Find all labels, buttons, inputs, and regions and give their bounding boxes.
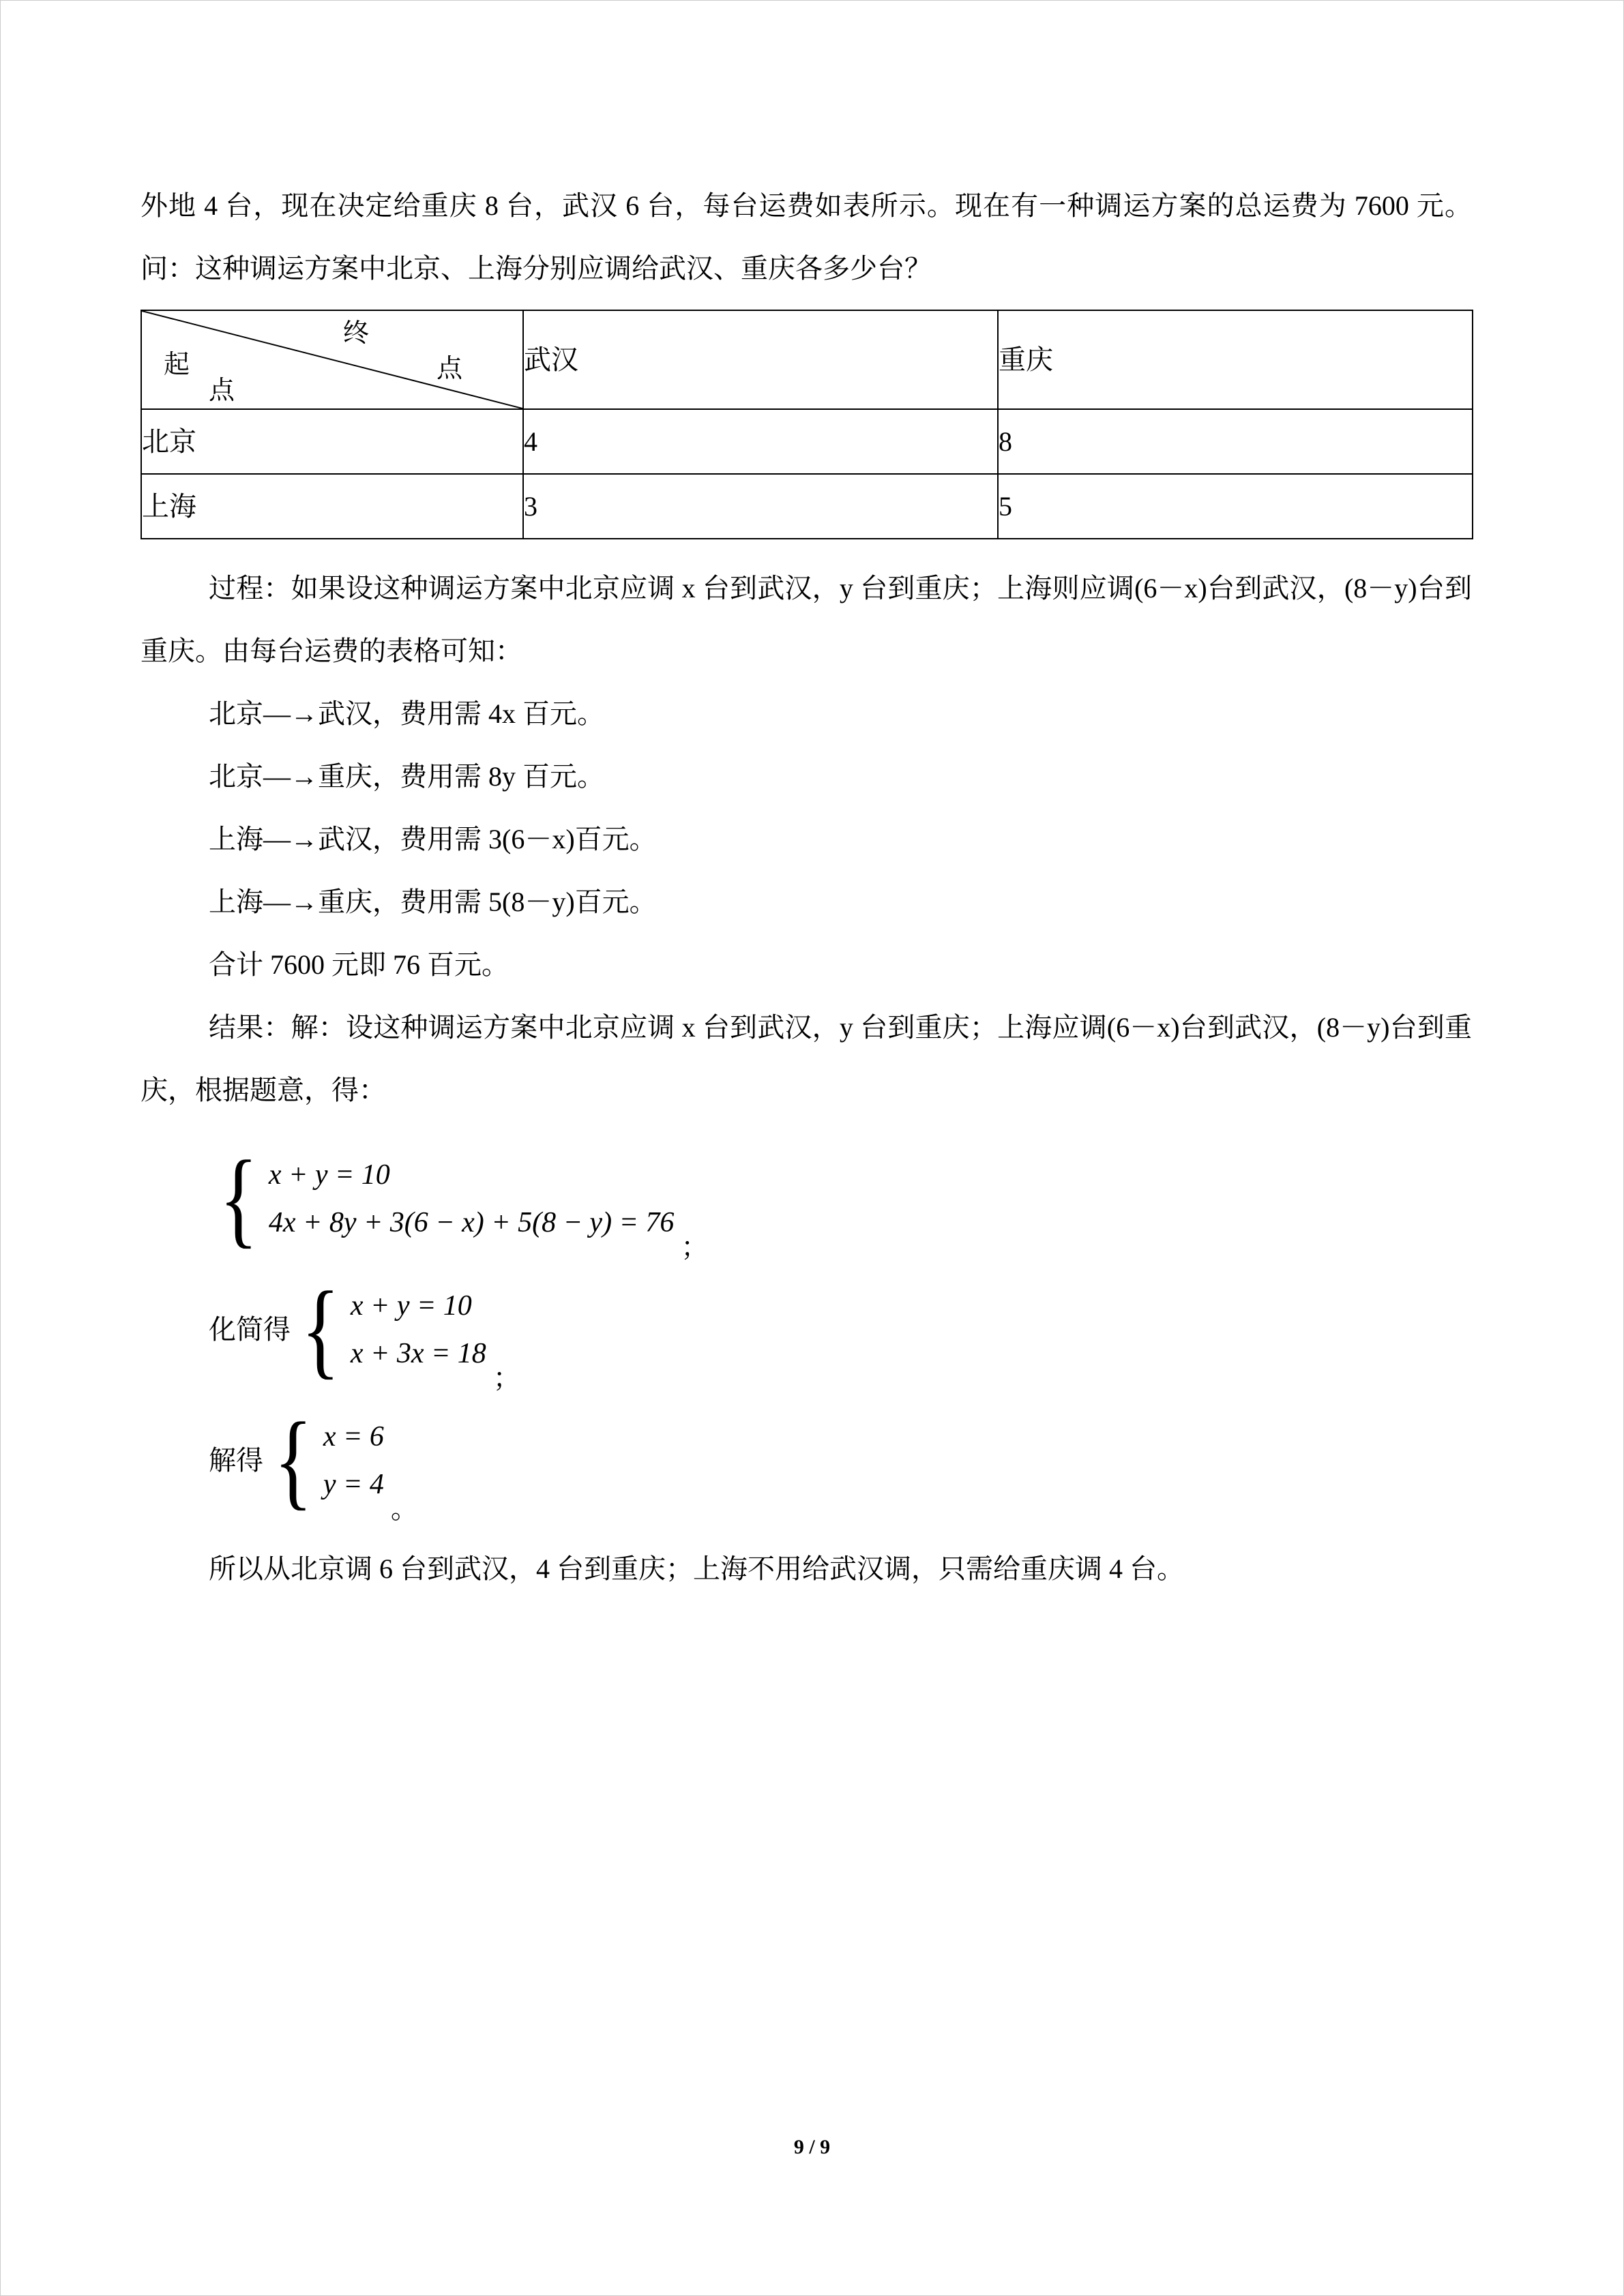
equation-line-2: 4x + 8y + 3(6 − x) + 5(8 − y) = 76 [268,1207,675,1238]
equation-system-original [209,1139,1472,1262]
cost-line-beijing-wuhan: 北京—→武汉，费用需 4x 百元。 [209,698,604,729]
equation-line-1: x + y = 10 [268,1159,390,1191]
cell-shanghai-wuhan: 3 [523,474,998,539]
column-header-wuhan: 武汉 [523,310,998,409]
diagonal-divider-line [142,311,522,408]
cost-line-total: 合计 7600 元即 76 百元。 [209,949,509,980]
cost-line-beijing-chongqing: 北京—→重庆，费用需 8y 百元。 [209,761,604,792]
equation-system-simplified [209,1270,1472,1393]
equation-stack [323,1420,384,1502]
column-header-chongqing: 重庆 [998,310,1473,409]
page-number: 9 / 9 [793,2136,831,2158]
intro-paragraph: 外地 4 台，现在决定给重庆 8 台，武汉 6 台，每台运费如表所示。现在有一种调运方案的总运费为 7600 元。问：这种调运方案中北京、上海分别应调给武汉、重庆各多少台？ [141,190,1472,284]
conclusion-paragraph: 所以从北京调 6 台到武汉，4 台到重庆；上海不用给武汉调，只需给重庆调 4 台。 [209,1553,1184,1584]
row-origin-beijing: 北京 [141,409,523,474]
cell-beijing-wuhan: 4 [523,409,998,474]
result-paragraph: 结果：解：设这种调运方案中北京应调 x 台到武汉，y 台到重庆；上海应调(6－x)台到武汉，(8－y)台到重庆，根据题意，得： [141,1012,1472,1105]
equation-line-1: x + y = 10 [350,1289,472,1322]
page-content [141,175,1472,1600]
table-corner-cell [141,310,523,409]
cell-beijing-chongqing: 8 [998,409,1473,474]
corner-origin-char-2: 点 [209,376,235,405]
cost-line-shanghai-chongqing: 上海—→重庆，费用需 5(8－y)百元。 [209,886,657,917]
system-prefix: 解得 [209,1445,263,1476]
process-paragraph: 过程：如果设这种调运方案中北京应调 x 台到武汉，y 台到重庆；上海则应调(6－x)台到武汉，(8－y)台到重庆。由每台运费的表格可知： [141,573,1472,666]
table-row-shanghai [141,474,1473,539]
row-origin-shanghai: 上海 [141,474,523,539]
table-header-row [141,310,1473,409]
cost-line-shanghai-wuhan: 上海—→武汉，费用需 3(6－x)百元。 [209,824,657,854]
left-brace: { [301,1270,340,1389]
equation-stack [351,1289,486,1371]
corner-destination-char-2: 点 [437,355,463,383]
equation-line-1: x = 6 [323,1420,384,1452]
system-prefix: 化简得 [209,1314,291,1345]
system-suffix: ； [492,1362,520,1393]
left-brace: { [274,1401,313,1520]
equation-stack [269,1158,675,1240]
freight-cost-table [141,310,1473,539]
cell-shanghai-chongqing: 5 [998,474,1473,539]
table-row-beijing [141,409,1473,474]
equation-line-2: x + 3x = 18 [350,1338,486,1369]
system-suffix: ； [681,1232,709,1262]
corner-destination-char-1: 终 [343,319,370,348]
left-brace: { [219,1139,259,1258]
equation-system-solution [209,1401,1472,1524]
equation-line-2: y = 4 [323,1469,384,1500]
corner-origin-char-1: 起 [164,351,190,379]
system-suffix: 。 [390,1493,418,1524]
